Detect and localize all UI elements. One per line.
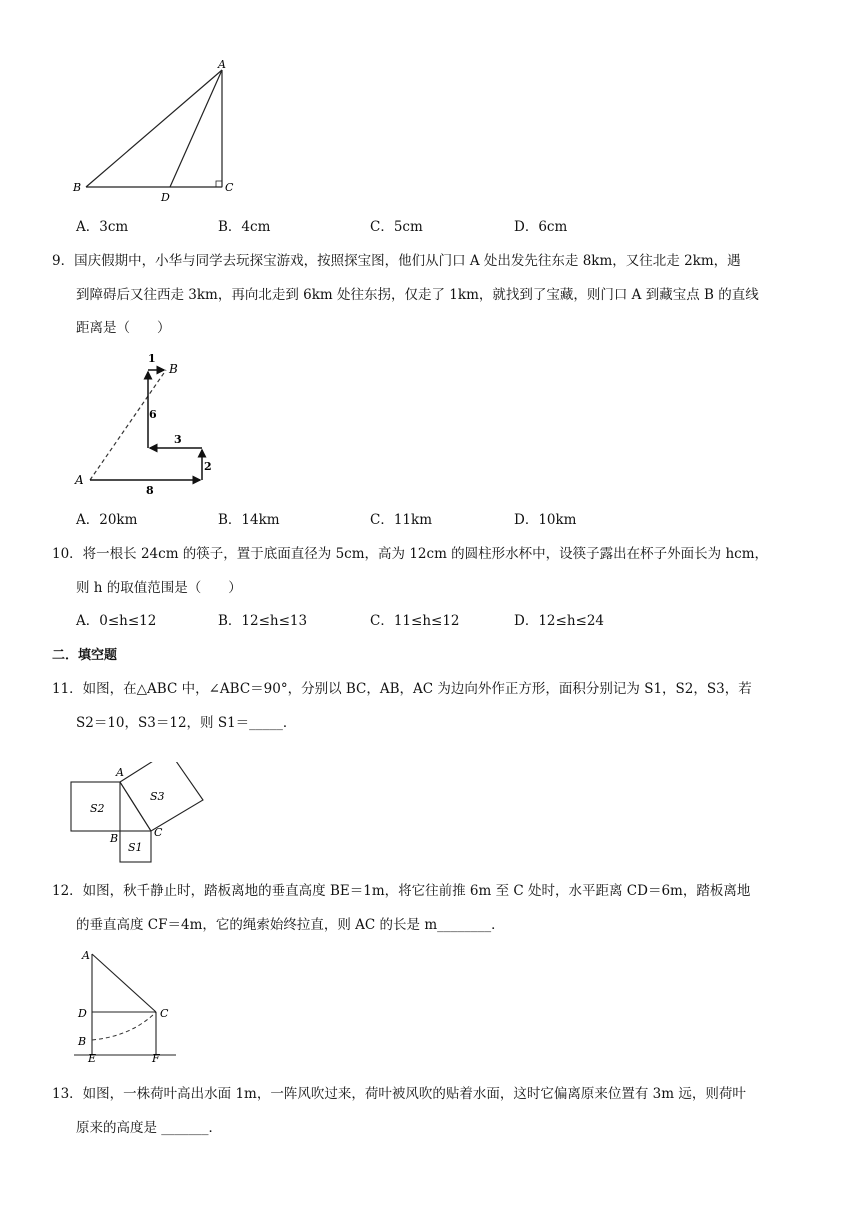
q9-label-1: 1 [148,352,156,365]
q11-squares-figure [60,762,220,867]
section-heading: 二．填空题 [52,648,118,663]
q12-swing-figure [70,944,180,1062]
q10-option-a[interactable]: A．0≤h≤12 [76,613,157,629]
q8-option-d[interactable]: D．6cm [514,219,568,235]
q8-triangle-figure [60,55,250,205]
q9-label-3: 3 [174,433,182,446]
q10-text-line-1: 10．将一根长 24cm 的筷子，置于底面直径为 5cm，高为 12cm 的圆柱形水杯中，设筷子露出在杯子外面长为 hcm， [52,546,769,562]
q11-label-s1: S1 [128,841,143,854]
q12-label-b: B [78,1035,87,1048]
q9-text-line-1: 9．国庆假期中，小华与同学去玩探宝游戏，按照探宝图，他们从门口 A 处出发先往东走 8km，又往北走 2km，遇 [52,253,741,269]
q9-label-6: 6 [149,408,157,421]
q11-label-b: B [110,832,119,845]
q13-text-line-2: 原来的高度是 _______． [76,1120,223,1136]
q8-option-c[interactable]: C．5cm [370,219,423,235]
q9-label-2: 2 [204,460,212,473]
q11-label-c: C [154,826,163,839]
q11-label-a: A [116,766,124,779]
q13-text-line-1: 13．如图，一株荷叶高出水面 1m，一阵风吹过来，荷叶被风吹的贴着水面，这时它偏离原来位置有 3m 远，则荷叶 [52,1086,746,1102]
q8-option-a[interactable]: A．3cm [76,219,129,235]
q9-text-line-2: 到障碍后又往西走 3km，再向北走到 6km 处往东拐，仅走了 1km，就找到了宝藏，则门口 A 到藏宝点 B 的直线 [76,287,759,303]
q12-text-line-1: 12．如图，秋千静止时，踏板离地的垂直高度 BE＝1m，将它往前推 6m 至 C 处时，水平距离 CD＝6m，踏板离地 [52,883,751,899]
q12-label-e: E [88,1052,97,1062]
q9-option-d[interactable]: D．10km [514,512,577,528]
q8-label-a: A [218,58,226,71]
q11-text-line-1: 11．如图，在△ABC 中，∠ABC＝90°，分别以 BC，AB，AC 为边向外作正方形，面积分别记为 S1，S2，S3，若 [52,681,752,697]
q12-label-d: D [78,1007,87,1020]
q12-label-f: F [152,1052,160,1062]
q8-label-c: C [225,181,234,194]
q9-treasure-map-figure [70,348,230,496]
q10-text-line-2: 则 h 的取值范围是（ ） [76,580,242,596]
q12-label-c: C [160,1007,169,1020]
q11-text-line-2: S2＝10，S3＝12，则 S1＝_____． [76,715,297,731]
q10-option-d[interactable]: D．12≤h≤24 [514,613,604,629]
q9-option-c[interactable]: C．11km [370,512,432,528]
q9-label-b: B [169,362,178,376]
q9-label-a: A [75,473,84,487]
q10-option-c[interactable]: C．11≤h≤12 [370,613,460,629]
q9-text-line-3: 距离是（ ） [76,320,171,336]
q8-label-b: B [73,181,82,194]
q12-text-line-2: 的垂直高度 CF＝4m，它的绳索始终拉直，则 AC 的长是 m________． [76,917,505,933]
q11-label-s3: S3 [150,790,165,803]
q8-option-b[interactable]: B．4cm [218,219,271,235]
q10-option-b[interactable]: B．12≤h≤13 [218,613,308,629]
q8-label-d: D [161,191,170,204]
q11-label-s2: S2 [90,802,105,815]
q9-label-8: 8 [146,484,154,496]
q9-option-a[interactable]: A．20km [76,512,138,528]
q9-option-b[interactable]: B．14km [218,512,280,528]
q12-label-a: A [82,949,90,962]
